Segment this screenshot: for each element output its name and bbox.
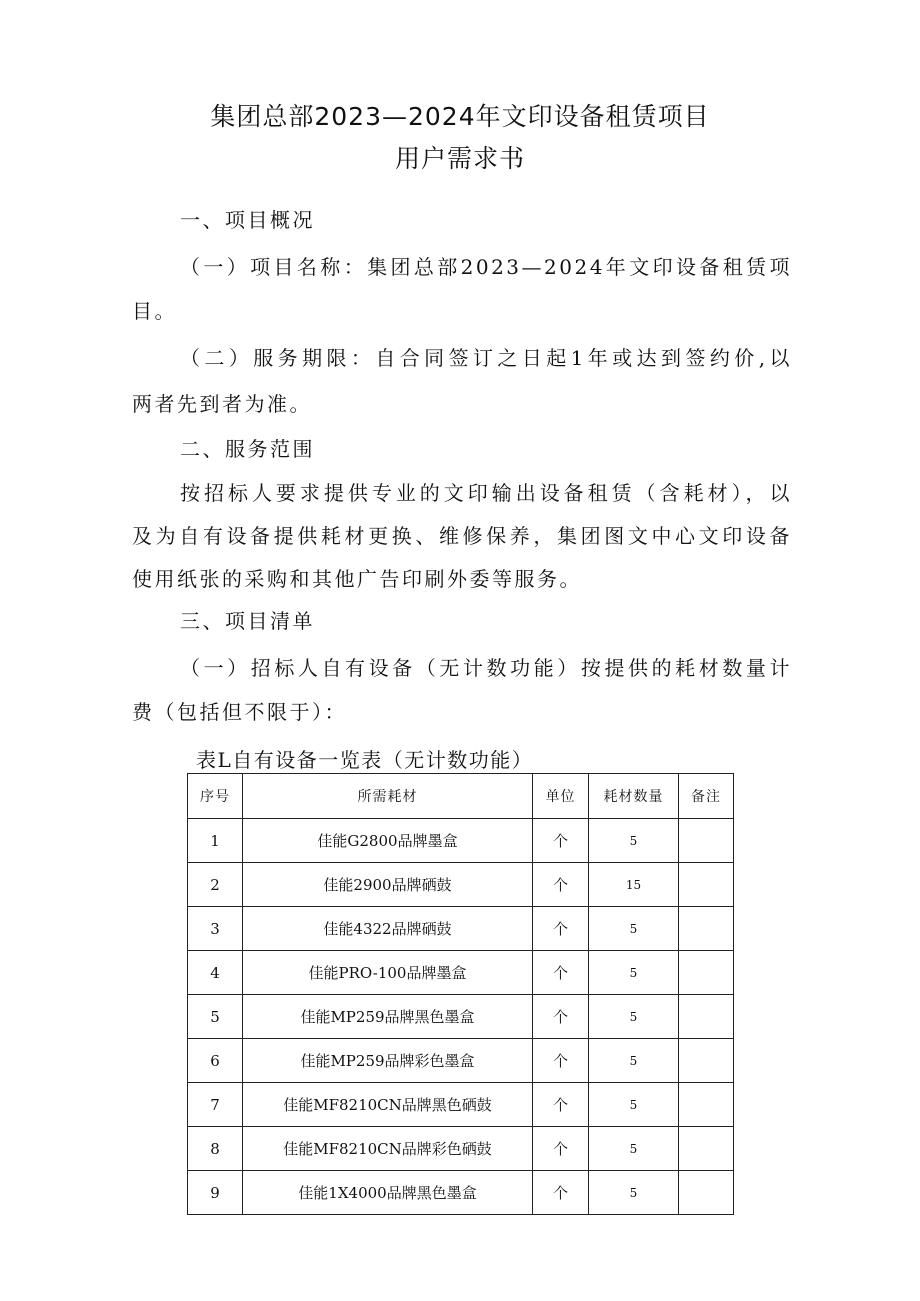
scope-line3: 使用纸张的采购和其他广告印刷外委等服务。: [132, 567, 582, 591]
cell-unit: 个: [533, 951, 589, 995]
cell-remarks: [679, 951, 734, 995]
service-period-line1: （二）服务期限：自合同签订之日起1年或达到签约价,以: [180, 346, 792, 370]
cell-unit: 个: [533, 1171, 589, 1215]
project-name-line2: 目。: [132, 299, 177, 323]
cell-unit: 个: [533, 1127, 589, 1171]
section-heading-overview: 一、项目概况: [180, 208, 315, 232]
cell-quantity: 5: [589, 995, 679, 1039]
table-row: [188, 1083, 734, 1127]
cell-index: 2: [188, 863, 243, 907]
cell-remarks: [679, 995, 734, 1039]
cell-remarks: [679, 1083, 734, 1127]
cell-unit: 个: [533, 1039, 589, 1083]
cell-index: 7: [188, 1083, 243, 1127]
cell-remarks: [679, 1127, 734, 1171]
cell-quantity: 5: [589, 907, 679, 951]
cell-consumable: 佳能MF8210CN品牌彩色硒鼓: [243, 1127, 533, 1171]
cell-remarks: [679, 1039, 734, 1083]
cell-remarks: [679, 819, 734, 863]
cell-consumable: 佳能PRO-100品牌墨盒: [243, 951, 533, 995]
cell-index: 8: [188, 1127, 243, 1171]
table-row: [188, 951, 734, 995]
table-row: [188, 819, 734, 863]
cell-remarks: [679, 863, 734, 907]
document-subtitle: 用户需求书: [394, 144, 525, 173]
table-row: [188, 995, 734, 1039]
cell-index: 6: [188, 1039, 243, 1083]
cell-index: 4: [188, 951, 243, 995]
cell-consumable: 佳能G2800品牌墨盒: [243, 819, 533, 863]
cell-consumable: 佳能4322品牌硒鼓: [243, 907, 533, 951]
list-intro-line2: 费（包括但不限于）：: [132, 700, 347, 724]
header-consumable: 所需耗材: [243, 774, 533, 819]
list-intro-line1: （一）招标人自有设备（无计数功能）按提供的耗材数量计: [180, 656, 792, 680]
table-row: [188, 1127, 734, 1171]
header-quantity: 耗材数量: [589, 774, 679, 819]
header-remarks: 备注: [679, 774, 734, 819]
table-row: [188, 863, 734, 907]
cell-quantity: 5: [589, 1127, 679, 1171]
table-header-row: [188, 774, 734, 819]
document-title: 集团总部2023—2024年文印设备租赁项目: [210, 102, 710, 131]
section-heading-list: 三、项目清单: [180, 609, 315, 633]
cell-index: 9: [188, 1171, 243, 1215]
cell-quantity: 5: [589, 1039, 679, 1083]
cell-unit: 个: [533, 995, 589, 1039]
cell-quantity: 5: [589, 951, 679, 995]
cell-quantity: 15: [589, 863, 679, 907]
table-row: [188, 1171, 734, 1215]
scope-line1: 按招标人要求提供专业的文印输出设备租赁（含耗材），以: [180, 481, 792, 505]
cell-consumable: 佳能1X4000品牌黑色墨盒: [243, 1171, 533, 1215]
cell-unit: 个: [533, 863, 589, 907]
equipment-table: [187, 773, 734, 1215]
cell-unit: 个: [533, 907, 589, 951]
cell-unit: 个: [533, 1083, 589, 1127]
cell-consumable: 佳能MP259品牌黑色墨盒: [243, 995, 533, 1039]
table-caption: 表L自有设备一览表（无计数功能）: [196, 748, 534, 772]
cell-remarks: [679, 1171, 734, 1215]
cell-index: 5: [188, 995, 243, 1039]
cell-index: 1: [188, 819, 243, 863]
cell-consumable: 佳能2900品牌硒鼓: [243, 863, 533, 907]
cell-quantity: 5: [589, 819, 679, 863]
cell-consumable: 佳能MF8210CN品牌黑色硒鼓: [243, 1083, 533, 1127]
table-row: [188, 1039, 734, 1083]
cell-consumable: 佳能MP259品牌彩色墨盒: [243, 1039, 533, 1083]
cell-unit: 个: [533, 819, 589, 863]
scope-line2: 及为自有设备提供耗材更换、维修保养，集团图文中心文印设备: [132, 524, 792, 548]
service-period-line2: 两者先到者为准。: [132, 392, 312, 416]
cell-remarks: [679, 907, 734, 951]
project-name-line1: （一）项目名称：集团总部2023—2024年文印设备租赁项: [180, 255, 792, 279]
cell-index: 3: [188, 907, 243, 951]
cell-quantity: 5: [589, 1083, 679, 1127]
cell-quantity: 5: [589, 1171, 679, 1215]
header-index: 序号: [188, 774, 243, 819]
table-row: [188, 907, 734, 951]
section-heading-scope: 二、服务范围: [180, 437, 315, 461]
header-unit: 单位: [533, 774, 589, 819]
